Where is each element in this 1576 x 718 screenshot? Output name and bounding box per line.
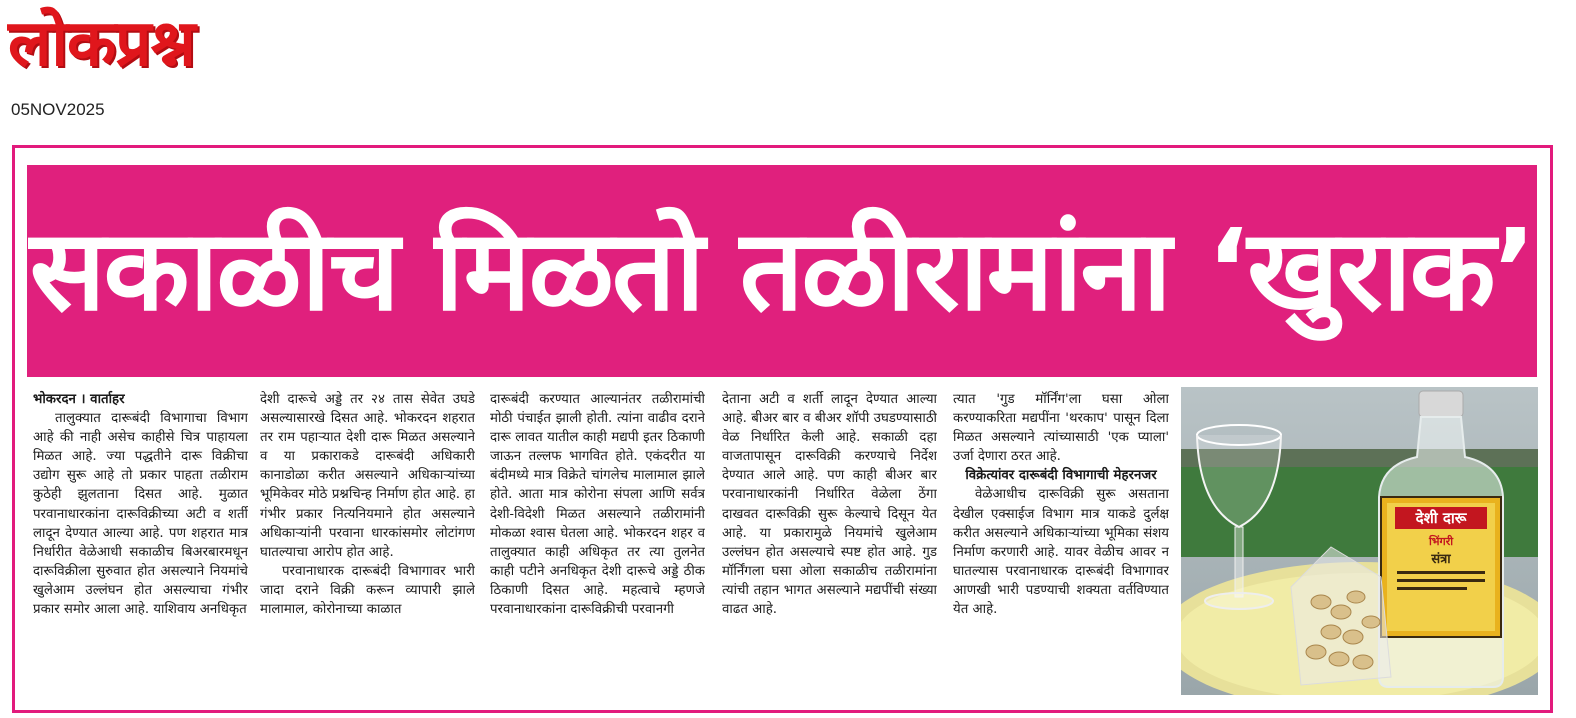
article-column-1 bbox=[33, 390, 248, 695]
headline-band bbox=[27, 165, 1537, 377]
publication-date: 05NOV2025 bbox=[11, 100, 105, 119]
article-column-4 bbox=[722, 390, 937, 695]
bottle-label-brand: भिंगरी bbox=[1428, 535, 1454, 548]
paragraph: दारूबंदी करण्यात आल्यानंतर तळीरामांची मोठी पंचाईत झाली होती. त्यांना वाढीव दराने दारू लावत यातील काही मद्यपी इतर ठिकाणी जाऊन तल्लफ भागवित होते. एकंदरीत या बंदीमध्ये मात्र विक्रेते चांगलेच मालामाल झाले होते. आता मात्र कोरोना संपला आणि सर्वत्र देशी-विदेशी मिळत असल्याने तळीरामांनी मोकळा श्वास घेतला आहे. भोकरदन शहर व तालुक्यात काही अधिकृत तर त्या तुलनेत काही पटीने अनधिकृत देशी दारूचे अड्डे ठीक ठिकाणी दिसत आहे. महत्वाचे म्हणजे परवानाधारकांना दारूविक्रीची परवानगी bbox=[490, 392, 705, 618]
paragraph: तालुक्यात दारूबंदी विभागाचा विभाग आहे की नाही असेच काहीसे चित्र पाहायला मिळत आहे. ज्या पद्धतीने दारू विक्रीचा उद्योग सुरू आहे तो प्रकार पाहता तळीराम कुठेही झुलताना दिसत आहे. मुळात परवानाधारकांना दारूविक्रीच्या अटी व शर्ती लादून देण्यात आल्या आहे. पण शहरात मात्र निर्धारीत वेळेआधी सकाळीच बिअरबारमधून दारूविक्रीला सुरुवात होत असल्याने नियमांचे खुलेआम उल्लंघन होत असल्याचा गंभीर प्रकार समोर आला आहे. याशिवाय अनधिकृत bbox=[33, 411, 248, 618]
bottle-label-title: देशी दारू bbox=[1415, 509, 1467, 527]
article-column-5 bbox=[953, 390, 1169, 695]
paragraph: देताना अटी व शर्ती लादून देण्यात आल्या आहे. बीअर बार व बीअर शॉपी उघडण्यासाठी वेळ निर्धारित केली आहे. सकाळी दहा वाजतापासून दारूविक्री करण्याचे निर्देश देण्यात आले आहे. पण काही बीअर बार परवानाधारकांनी निर्धारित वेळेला ठेंगा दाखवत दारूविक्री सुरू केल्याचे दिसून येत आहे. या प्रकारामुळे नियमांचे खुलेआम उल्लंघन होत असल्याचे स्पष्ट होत आहे. गुड मॉर्निंगला घसा ओला सकाळीच तळीरामांना त्यांची तहान भागत असल्याने मद्यपींची संख्या वाढत आहे. bbox=[722, 392, 937, 618]
subheading: विक्रेत्यांवर दारूबंदी विभागाची मेहरनजर bbox=[965, 468, 1157, 484]
article-column-2 bbox=[260, 390, 475, 695]
paragraph: देशी दारूचे अड्डे तर २४ तास सेवेत उघडे असल्यासारखे दिसत आहे. भोकरदन शहरात तर राम पहाऱ्यात देशी दारू मिळत असल्याने व या प्रकाराकडे दारूबंदी अधिकारी कानाडोळा करीत असल्याने अधिकाऱ्यांच्या भूमिकेवर मोठे प्रश्नचिन्ह निर्माण होत आहे. हा गंभीर प्रकार नित्यनियमाने होत असल्याने अधिकाऱ्यांनी परवाना धारकांसमोर लोटांगण घातल्याचा आरोप होत आहे. bbox=[260, 392, 475, 560]
headline: सकाळीच मिळतो तळीरामांना ‘खुराक’ bbox=[29, 206, 1535, 336]
liquor-bottle-photo bbox=[1181, 387, 1538, 695]
byline: भोकरदन । वार्ताहर bbox=[33, 392, 125, 407]
bottle-label-sub: संत्रा bbox=[1431, 552, 1451, 567]
paragraph: परवानाधारक दारूबंदी विभागावर भारी जादा दराने विक्री करून व्यापारी झाले मालामाल, कोरोनाच्या काळात bbox=[260, 563, 475, 618]
article-photo bbox=[1181, 387, 1538, 695]
paragraph: वेळेआधीच दारूविक्री सुरू असताना देखील एक्साईज विभाग मात्र याकडे दुर्लक्ष करीत असल्याने अधिकाऱ्यांच्या भूमिका संशय निर्माण करणारी आहे. यावर वेळीच आवर न घातल्यास परवानाधारक दारूबंदी विभागावर आणखी भारी पडण्याची शक्यता वर्तविण्यात येत आहे. bbox=[953, 487, 1169, 618]
article-column-3 bbox=[490, 390, 705, 695]
newspaper-logo: लोकप्रश्न bbox=[8, 7, 195, 81]
masthead bbox=[8, 4, 298, 96]
paragraph: त्यात 'गुड मॉर्निंग'ला घसा ओला करण्याकरिता मद्यपींना 'थरकाप' पासून दिला मिळत असल्याने त्यांच्यासाठी 'एक प्याला' उर्जा देणारा ठरत आहे. bbox=[953, 392, 1169, 465]
